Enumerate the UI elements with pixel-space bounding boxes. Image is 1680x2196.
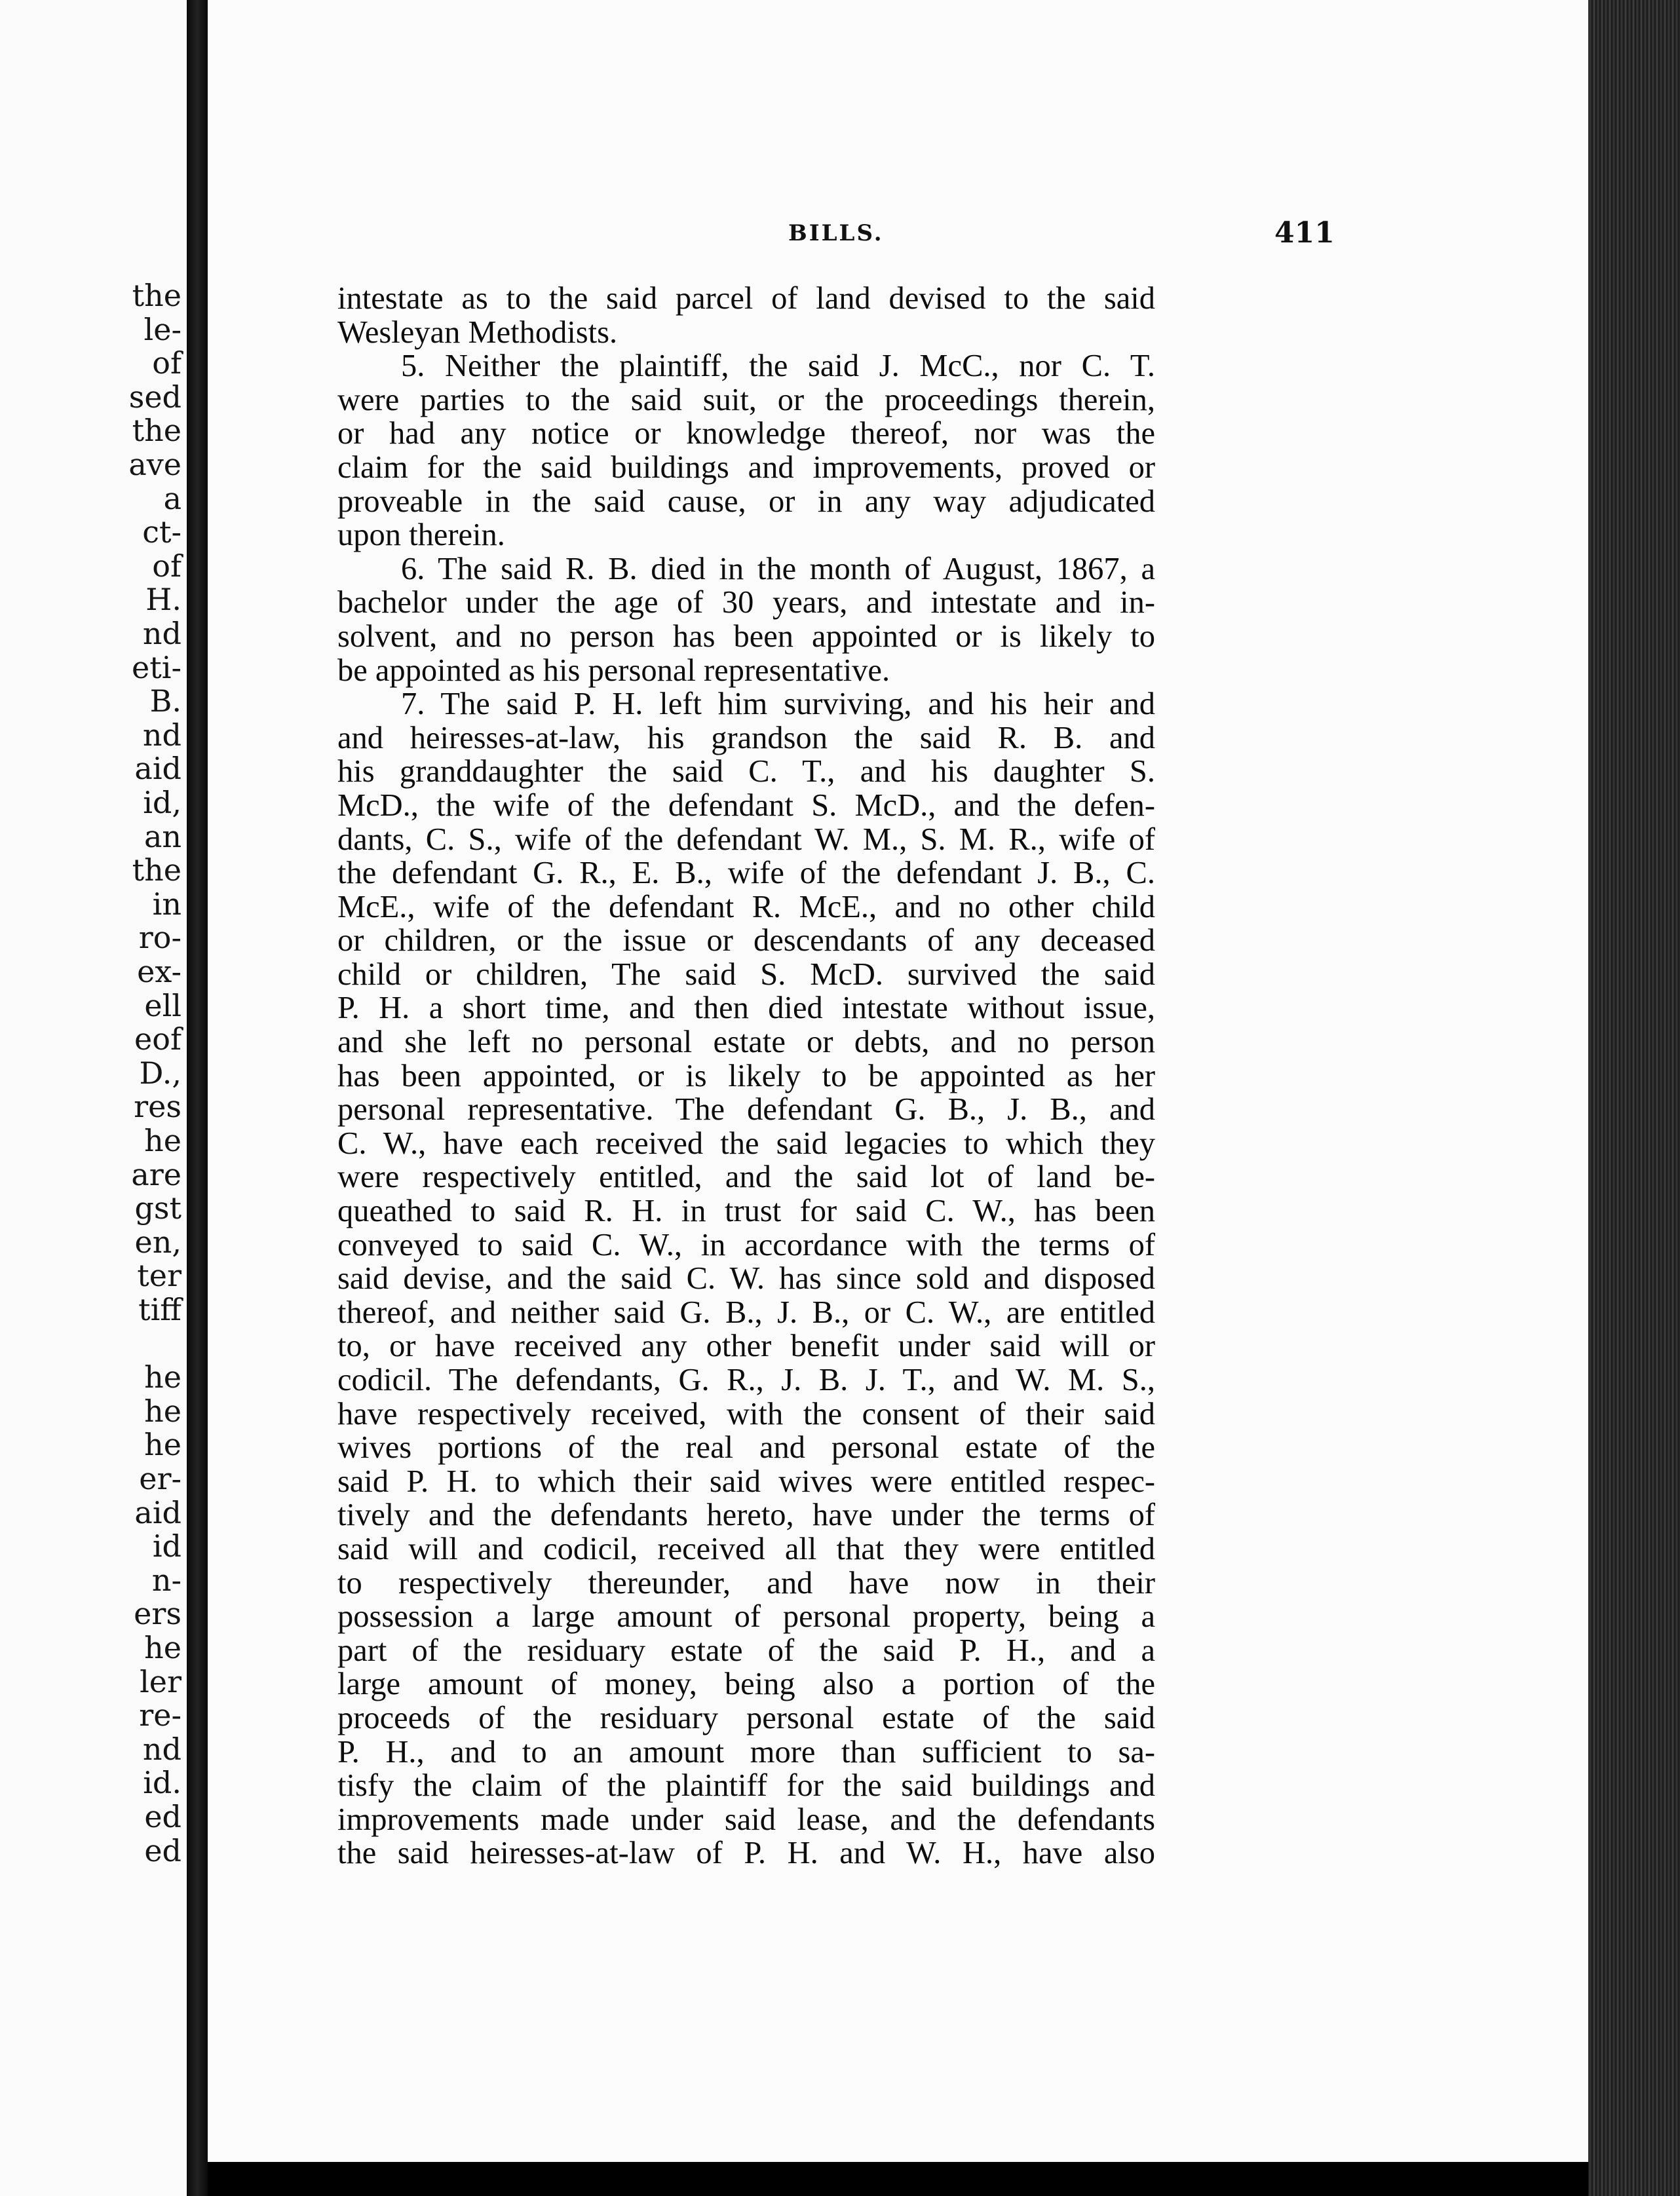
left-page-line-fragment: in [152, 886, 181, 922]
text-line: intestate as to the said parcel of land devised to the said [337, 281, 1155, 316]
text-line: thereof, and neither said G. B., J. B., or C. W., are entitled [337, 1295, 1155, 1330]
left-page-line-fragment: ave [128, 447, 181, 482]
left-page-line-fragment: he [144, 1393, 181, 1429]
text-line: part of the residuary estate of the said P. H., and a [337, 1633, 1155, 1668]
text-line: proceeds of the residuary personal estate of the said [337, 1700, 1155, 1735]
text-line: has been appointed, or is likely to be appointed as her [337, 1058, 1155, 1093]
left-page-line-fragment: B. [149, 683, 181, 719]
left-page-line-fragment: the [132, 852, 181, 888]
left-page-line-fragment: eof [134, 1021, 181, 1057]
page-edges [1588, 0, 1680, 2196]
page-header [208, 216, 1588, 259]
text-line: or had any notice or knowledge thereof, nor was the [337, 416, 1155, 451]
text-line: wives portions of the real and personal estate of the [337, 1430, 1155, 1466]
left-page-line-fragment: en, [134, 1224, 181, 1260]
text-line: personal representative. The defendant G. B., J. B., and [337, 1092, 1155, 1127]
text-line: codicil. The defendants, G. R., J. B. J. T., and W. M. S., [337, 1363, 1155, 1397]
text-line: C. W., have each received the said legacies to which they [337, 1126, 1155, 1161]
text-line: to, or have received any other benefit under said will or [337, 1329, 1155, 1364]
text-line: be appointed as his personal representative. [337, 653, 890, 688]
left-page-line-fragment: res [134, 1089, 181, 1125]
text-line: have respectively received, with the consent of their said [337, 1396, 1155, 1431]
text-line: 7. The said P. H. left him surviving, and his heir and [337, 687, 1155, 722]
left-page-line-fragment: he [144, 1427, 181, 1463]
text-line: P. H. a short time, and then died intestate without issue, [337, 991, 1155, 1026]
text-line: proveable in the said cause, or in any way adjudicated [337, 483, 1155, 519]
text-line: and she left no personal estate or debts, and no person [337, 1025, 1155, 1060]
left-page-line-fragment: the [132, 278, 181, 313]
left-page-line-fragment: nd [142, 717, 181, 753]
running-head: BILLS. [788, 220, 884, 246]
left-page-line-fragment: of [152, 345, 181, 381]
left-page-line-fragment: ro- [138, 920, 181, 956]
left-page-fragment [0, 0, 187, 2196]
left-page-line-fragment: aid [134, 1494, 181, 1530]
left-page-line-fragment: n- [151, 1562, 181, 1598]
text-line: McE., wife of the defendant R. McE., and no other child [337, 889, 1155, 924]
left-page-line-fragment: ler [140, 1663, 181, 1699]
text-line: conveyed to said C. W., in accordance with the terms of [337, 1227, 1155, 1262]
text-line: were respectively entitled, and the said lot of land be- [337, 1160, 1155, 1195]
left-page-line-fragment: eti- [132, 649, 181, 685]
text-line: tively and the defendants hereto, have under the terms of [337, 1498, 1155, 1533]
left-page-line-fragment: er- [139, 1461, 181, 1496]
left-page-line-fragment: he [144, 1630, 181, 1665]
left-page-line-fragment: re- [139, 1697, 181, 1733]
text-line: the defendant G. R., E. B., wife of the defendant J. B., C. [337, 856, 1155, 891]
left-page-line-fragment: nd [142, 1731, 181, 1767]
text-line: said devise, and the said C. W. has since sold and disposed [337, 1261, 1155, 1297]
text-line: the said heiresses-at-law of P. H. and W. H., have also [337, 1836, 1155, 1871]
text-line: Wesleyan Methodists. [337, 314, 618, 350]
left-page-line-fragment: tiff [138, 1292, 181, 1327]
text-line: and heiresses-at-law, his grandson the said R. B. and [337, 720, 1155, 755]
book-gutter [187, 0, 208, 2196]
text-line: possession a large amount of personal property, being a [337, 1599, 1155, 1635]
left-page-line-fragment: ed [144, 1832, 181, 1868]
left-page-line-fragment: ex- [137, 954, 181, 989]
left-page-line-fragment: he [144, 1123, 181, 1158]
text-line: or children, or the issue or descendants of any deceased [337, 923, 1155, 958]
left-page-line-fragment: H. [145, 582, 181, 618]
body-text [337, 282, 1155, 1870]
text-line: 5. Neither the plaintiff, the said J. McC., nor C. T. [337, 349, 1155, 384]
left-page-line-fragment: ter [137, 1258, 181, 1294]
left-page-line-fragment: the [132, 413, 181, 449]
text-line: said P. H. to which their said wives were entitled respec- [337, 1464, 1155, 1499]
left-page-line-fragment: of [152, 548, 181, 584]
text-line: improvements made under said lease, and the defendants [337, 1802, 1155, 1837]
text-line: solvent, and no person has been appointed or is likely to [337, 618, 1155, 654]
left-page-line-fragment: id [152, 1528, 181, 1564]
left-page-line-fragment: gst [134, 1190, 181, 1226]
right-page [208, 0, 1588, 2162]
left-page-line-fragment: he [144, 1359, 181, 1395]
left-page-line-fragment: id, [143, 785, 181, 820]
text-line: P. H., and to an amount more than sufficient to sa- [337, 1734, 1155, 1770]
left-page-line-fragment: nd [142, 616, 181, 651]
text-line: queathed to said R. H. in trust for said C. W., has been [337, 1194, 1155, 1229]
text-line: bachelor under the age of 30 years, and intestate and in- [337, 585, 1155, 620]
text-line: upon therein. [337, 518, 505, 553]
text-line: dants, C. S., wife of the defendant W. M., S. M. R., wife of [337, 822, 1155, 857]
text-line: child or children, The said S. McD. survived the said [337, 956, 1155, 992]
left-page-line-fragment: le- [143, 311, 181, 347]
left-page-line-fragment: aid [134, 751, 181, 787]
text-line: were parties to the said suit, or the proceedings therein, [337, 382, 1155, 417]
text-line: McD., the wife of the defendant S. McD., and the defen- [337, 787, 1155, 823]
left-page-line-fragment: id. [143, 1765, 181, 1801]
left-page-line-fragment: ers [134, 1596, 181, 1632]
left-page-line-fragment: ell [144, 987, 181, 1023]
text-line: large amount of money, being also a portion of the [337, 1667, 1155, 1702]
left-page-line-fragment: are [131, 1156, 181, 1192]
text-line: said will and codicil, received all that they were entitled [337, 1531, 1155, 1566]
left-page-line-fragment: an [143, 818, 181, 854]
left-page-line-fragment: ct- [142, 514, 181, 550]
text-line: tisfy the claim of the plaintiff for the said buildings and [337, 1768, 1155, 1804]
text-line: claim for the said buildings and improvements, proved or [337, 449, 1155, 485]
left-page-line-fragment: a [163, 480, 181, 516]
left-page-line-fragment: sed [128, 379, 181, 415]
left-page-line-fragment: D., [139, 1055, 181, 1091]
text-line: to respectively thereunder, and have now in their [337, 1565, 1155, 1600]
text-line: his granddaughter the said C. T., and his daughter S. [337, 754, 1155, 789]
text-line: 6. The said R. B. died in the month of August, 1867, a [337, 551, 1155, 586]
left-page-line-fragment: ed [144, 1799, 181, 1834]
page-number: 411 [1274, 216, 1335, 250]
